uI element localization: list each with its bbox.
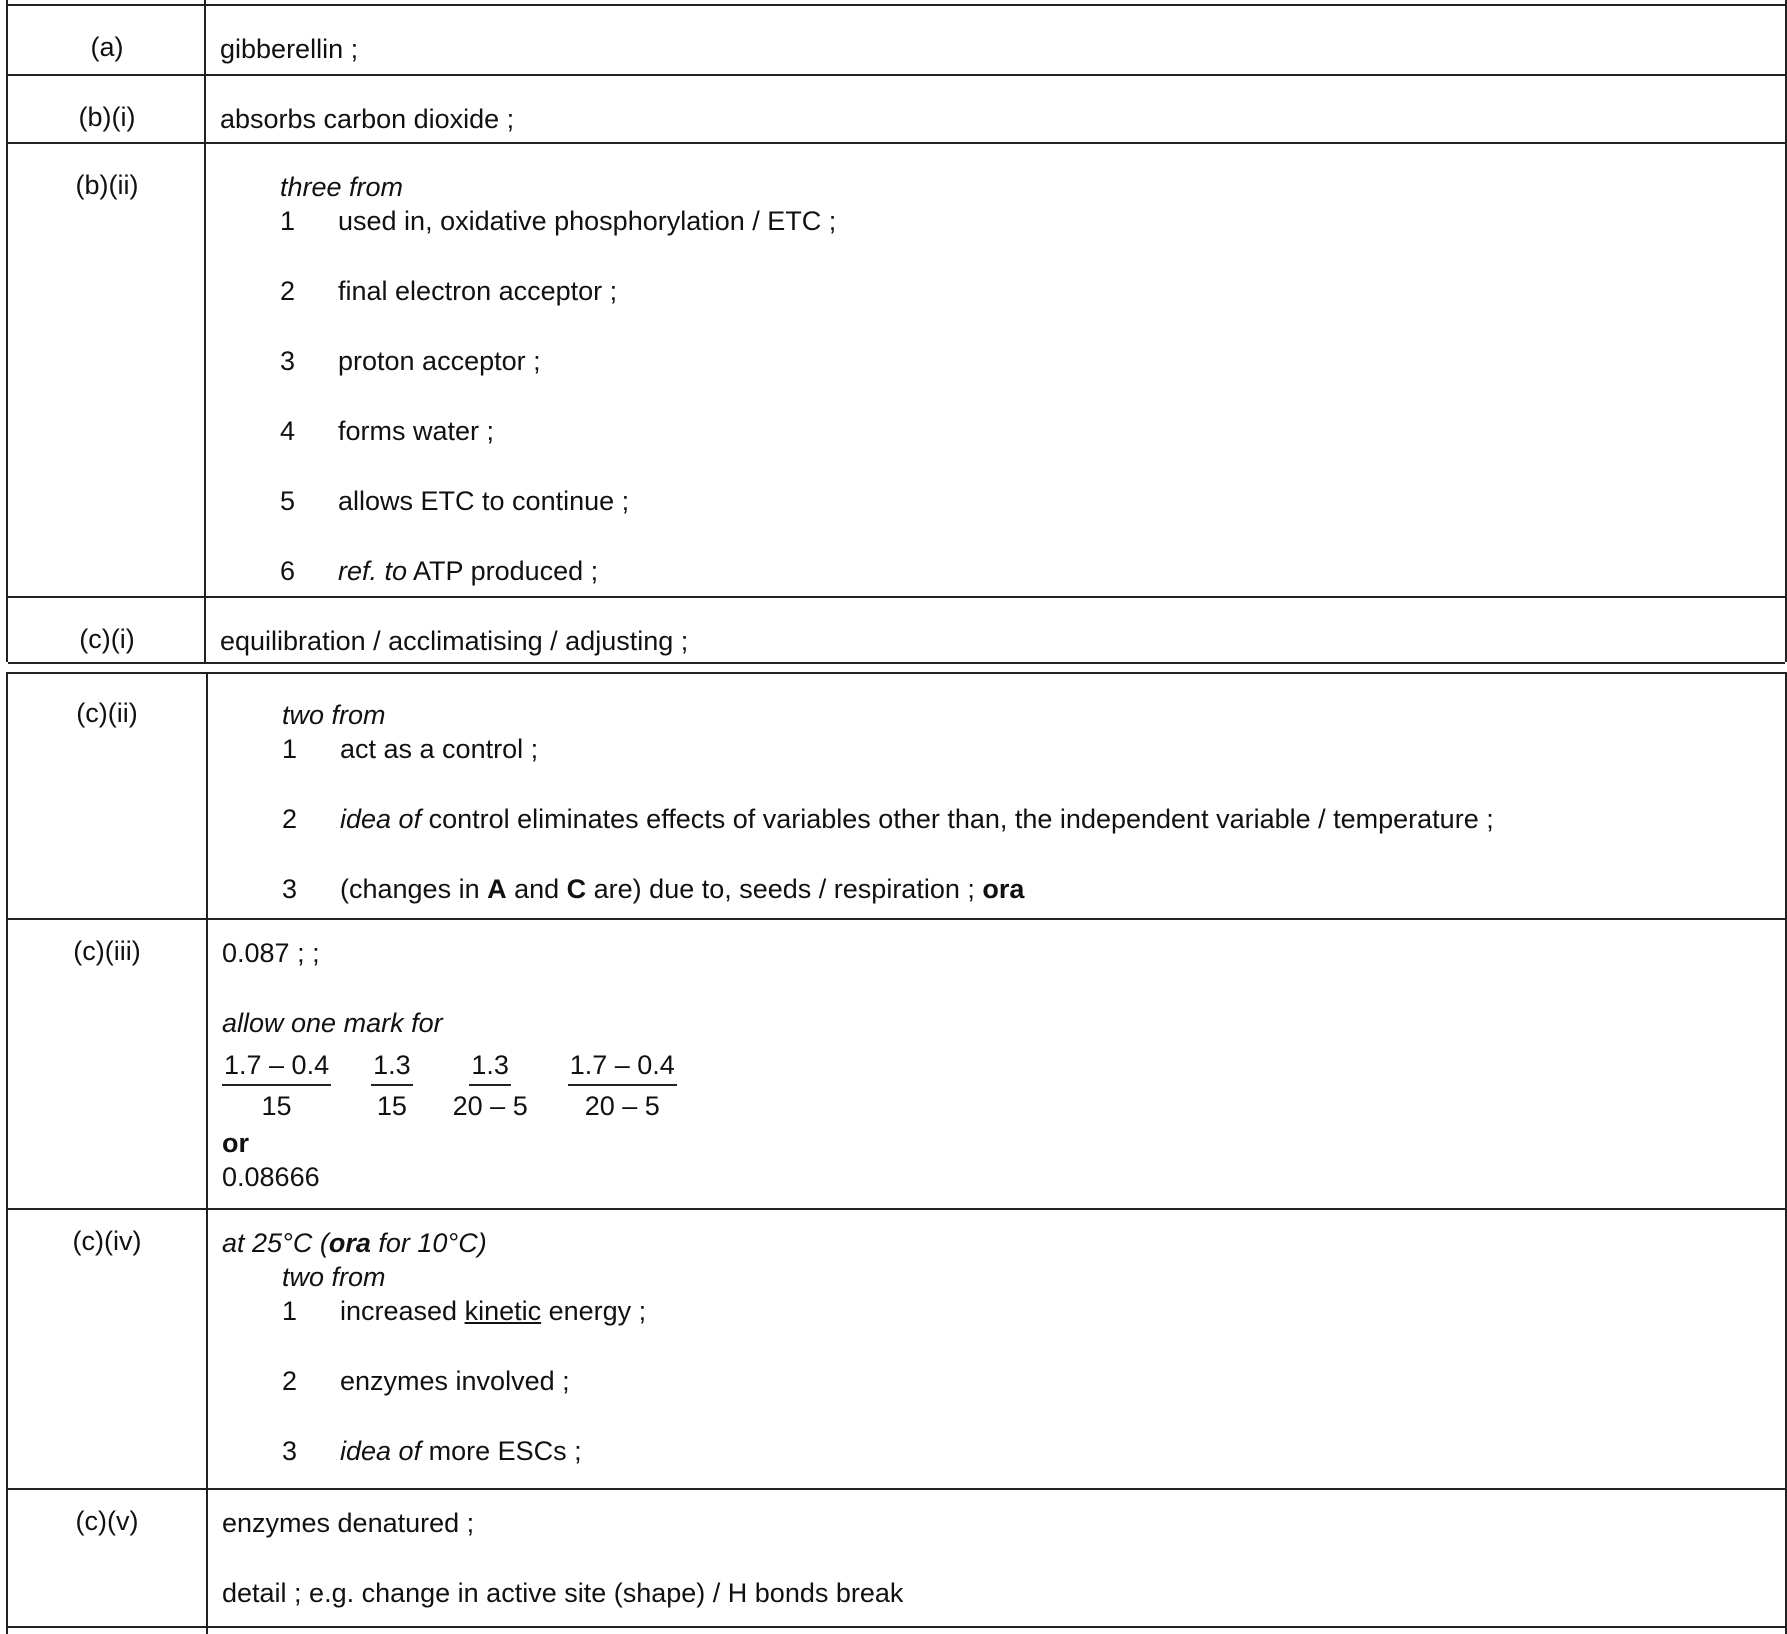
table-row <box>8 1208 1785 1490</box>
list-item: 5 allows ETC to continue ; <box>280 486 630 516</box>
list-item: 3 idea of more ESCs ; <box>282 1436 582 1466</box>
question-label: (a) <box>90 32 124 62</box>
list-item: 4 forms water ; <box>280 416 495 446</box>
list-item: 1 used in, oxidative phosphorylation / ETC ; <box>280 206 837 236</box>
question-label: (c)(iii) <box>73 936 141 966</box>
fraction: $\frac{1.7 - 0.4}{15}$ <box>222 1046 331 1126</box>
list-item: 1 increased kinetic energy ; <box>282 1296 647 1326</box>
question-label: (b)(i) <box>78 102 136 132</box>
list-item: 1 act as a control ; <box>282 734 539 764</box>
fraction: $\frac{1.7 - 0.4}{20 - 5}$ <box>568 1046 677 1126</box>
answer-text: gibberellin ; <box>220 34 359 64</box>
list-item: 2 idea of control eliminates effects of variables other than, the independent variable / temperature ; <box>282 804 1494 834</box>
question-label: (c)(v) <box>75 1506 139 1536</box>
fraction-list <box>222 1046 1775 1126</box>
answer-text: equilibration / acclimatising / adjusting ; <box>220 626 689 656</box>
answer-line: detail ; e.g. change in active site (shape) / H bonds break <box>222 1578 904 1608</box>
mark-scheme-table-1 <box>6 0 1787 662</box>
table-row <box>8 4 1785 74</box>
question-label: (c)(iv) <box>72 1226 142 1256</box>
condition-intro: at 25°C (ora for 10°C) <box>222 1228 487 1258</box>
answer-line: enzymes denatured ; <box>222 1508 475 1538</box>
list-item: 3 (changes in A and C are) due to, seeds / respiration ; ora <box>282 874 1025 904</box>
allow-note: allow one mark for <box>222 1008 443 1038</box>
answer-text <box>222 1506 1775 1610</box>
list-item: 2 final electron acceptor ; <box>280 276 618 306</box>
table-row <box>8 1488 1785 1628</box>
table-row <box>8 672 1785 920</box>
fraction: $\frac{1.3}{20 - 5}$ <box>453 1046 528 1126</box>
list-heading: two from <box>282 1262 386 1292</box>
answer-list <box>220 170 1775 588</box>
fraction: $\frac{1.3}{15}$ <box>371 1046 413 1126</box>
answer-list <box>222 1226 1775 1468</box>
alt-answer: 0.08666 <box>222 1162 320 1192</box>
answer-working <box>222 936 1775 1194</box>
or-label: or <box>222 1128 249 1158</box>
list-heading: three from <box>280 172 404 202</box>
table-row <box>8 918 1785 1210</box>
mark-scheme-table-2 <box>6 672 1787 1634</box>
table-row <box>8 74 1785 144</box>
question-label: (c)(i) <box>79 624 135 654</box>
list-heading: two from <box>282 700 386 730</box>
answer-list <box>222 698 1775 906</box>
list-item: 6 ref. to ATP produced ; <box>280 556 599 586</box>
answer-value: 0.087 ; ; <box>222 938 320 968</box>
question-label: (b)(ii) <box>75 170 139 200</box>
table-row <box>8 142 1785 598</box>
list-item: 2 enzymes involved ; <box>282 1366 570 1396</box>
answer-text: absorbs carbon dioxide ; <box>220 104 515 134</box>
list-item: 3 proton acceptor ; <box>280 346 541 376</box>
question-label: (c)(ii) <box>76 698 138 728</box>
table-row <box>8 596 1785 664</box>
